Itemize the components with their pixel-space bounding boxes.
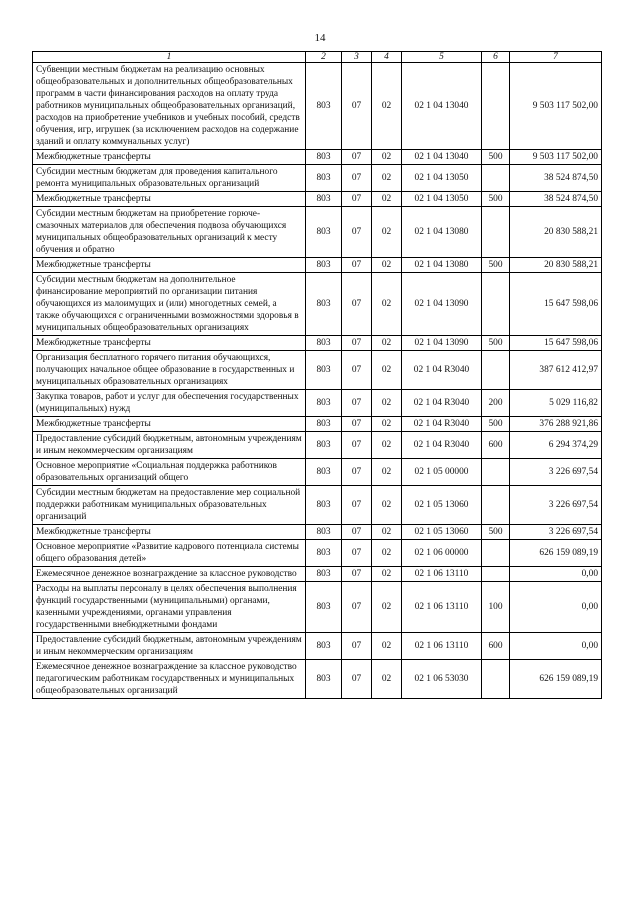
row-expense-type-cell [482, 207, 510, 258]
row-ministry-code-cell: 803 [306, 273, 342, 336]
table-row [33, 63, 602, 150]
row-section-cell: 07 [342, 486, 372, 525]
row-amount-cell: 9 503 117 502,00 [510, 150, 602, 165]
row-amount-cell: 626 159 089,19 [510, 660, 602, 699]
row-subsection-cell: 02 [372, 165, 402, 192]
row-name-cell: Межбюджетные трансферты [33, 258, 306, 273]
row-target-article-cell: 02 1 06 00000 [402, 540, 482, 567]
row-amount-cell: 6 294 374,29 [510, 432, 602, 459]
row-target-article-cell: 02 1 05 00000 [402, 459, 482, 486]
row-amount-cell: 20 830 588,21 [510, 207, 602, 258]
row-section-cell: 07 [342, 567, 372, 582]
row-section-cell: 07 [342, 432, 372, 459]
row-ministry-code-cell: 803 [306, 165, 342, 192]
row-section-cell: 07 [342, 258, 372, 273]
row-target-article-cell: 02 1 06 13110 [402, 567, 482, 582]
row-name-cell: Межбюджетные трансферты [33, 336, 306, 351]
row-expense-type-cell: 100 [482, 582, 510, 633]
row-expense-type-cell [482, 567, 510, 582]
row-name-cell: Основное мероприятие «Социальная поддержка работников образовательных организаций общего [33, 459, 306, 486]
row-section-cell: 07 [342, 351, 372, 390]
row-target-article-cell: 02 1 04 13090 [402, 273, 482, 336]
row-expense-type-cell [482, 660, 510, 699]
row-amount-cell: 376 288 921,86 [510, 417, 602, 432]
table-row [33, 633, 602, 660]
row-ministry-code-cell: 803 [306, 63, 342, 150]
row-ministry-code-cell: 803 [306, 486, 342, 525]
table-row [33, 660, 602, 699]
table-row [33, 192, 602, 207]
row-ministry-code-cell: 803 [306, 390, 342, 417]
row-ministry-code-cell: 803 [306, 660, 342, 699]
row-name-cell: Межбюджетные трансферты [33, 525, 306, 540]
page-number: 14 [314, 32, 326, 44]
row-name-cell: Предоставление субсидий бюджетным, автономным учреждениям и иным некоммерческим организациям [33, 432, 306, 459]
table-row [33, 525, 602, 540]
row-section-cell: 07 [342, 273, 372, 336]
row-ministry-code-cell: 803 [306, 192, 342, 207]
row-target-article-cell: 02 1 04 R3040 [402, 432, 482, 459]
row-section-cell: 07 [342, 417, 372, 432]
row-amount-cell: 5 029 116,82 [510, 390, 602, 417]
row-expense-type-cell [482, 63, 510, 150]
row-subsection-cell: 02 [372, 540, 402, 567]
row-expense-type-cell: 500 [482, 150, 510, 165]
row-amount-cell: 38 524 874,50 [510, 165, 602, 192]
row-ministry-code-cell: 803 [306, 351, 342, 390]
row-target-article-cell: 02 1 06 53030 [402, 660, 482, 699]
row-expense-type-cell [482, 273, 510, 336]
row-expense-type-cell: 500 [482, 417, 510, 432]
row-expense-type-cell [482, 540, 510, 567]
row-subsection-cell: 02 [372, 336, 402, 351]
row-ministry-code-cell: 803 [306, 258, 342, 273]
row-section-cell: 07 [342, 150, 372, 165]
row-name-cell: Субвенции местным бюджетам на реализацию основных общеобразовательных и дополнительных общеобразовательных программ в части финансирования расходов на оплату труда работников муниципальных общеобразовательных организаций, расходов на приобретение учебников и учебных пособий, средств обучения, игр, игрушек (за исключением расходов на содержание зданий и оплату коммунальных услуг) [33, 63, 306, 150]
table-row [33, 336, 602, 351]
row-amount-cell: 0,00 [510, 582, 602, 633]
row-target-article-cell: 02 1 05 13060 [402, 486, 482, 525]
table-row [33, 351, 602, 390]
row-section-cell: 07 [342, 63, 372, 150]
row-expense-type-cell: 500 [482, 525, 510, 540]
row-amount-cell: 0,00 [510, 633, 602, 660]
row-subsection-cell: 02 [372, 390, 402, 417]
row-section-cell: 07 [342, 336, 372, 351]
row-name-cell: Ежемесячное денежное вознаграждение за классное руководство педагогическим работникам государственных и муниципальных общеобразовательных организаций [33, 660, 306, 699]
row-section-cell: 07 [342, 633, 372, 660]
row-ministry-code-cell: 803 [306, 432, 342, 459]
row-target-article-cell: 02 1 04 R3040 [402, 390, 482, 417]
row-expense-type-cell: 600 [482, 633, 510, 660]
row-name-cell: Межбюджетные трансферты [33, 417, 306, 432]
header-cell: 1 [33, 52, 306, 63]
row-ministry-code-cell: 803 [306, 582, 342, 633]
table-row [33, 273, 602, 336]
row-expense-type-cell [482, 351, 510, 390]
row-name-cell: Закупка товаров, работ и услуг для обеспечения государственных (муниципальных) нужд [33, 390, 306, 417]
row-section-cell: 07 [342, 459, 372, 486]
row-target-article-cell: 02 1 04 13080 [402, 207, 482, 258]
row-target-article-cell: 02 1 04 13040 [402, 63, 482, 150]
header-cell: 4 [372, 52, 402, 63]
table-row [33, 582, 602, 633]
row-ministry-code-cell: 803 [306, 459, 342, 486]
row-section-cell: 07 [342, 660, 372, 699]
header-cell: 5 [402, 52, 482, 63]
row-amount-cell: 15 647 598,06 [510, 273, 602, 336]
row-amount-cell: 626 159 089,19 [510, 540, 602, 567]
row-expense-type-cell [482, 165, 510, 192]
row-amount-cell: 3 226 697,54 [510, 486, 602, 525]
row-name-cell: Субсидии местным бюджетам на предоставление мер социальной поддержки работникам муниципальных образовательных организаций [33, 486, 306, 525]
row-subsection-cell: 02 [372, 258, 402, 273]
row-name-cell: Предоставление субсидий бюджетным, автономным учреждениям и иным некоммерческим организациям [33, 633, 306, 660]
row-subsection-cell: 02 [372, 192, 402, 207]
row-subsection-cell: 02 [372, 459, 402, 486]
row-expense-type-cell: 500 [482, 336, 510, 351]
row-target-article-cell: 02 1 05 13060 [402, 525, 482, 540]
row-amount-cell: 20 830 588,21 [510, 258, 602, 273]
table-row [33, 417, 602, 432]
row-subsection-cell: 02 [372, 567, 402, 582]
row-name-cell: Ежемесячное денежное вознаграждение за классное руководство [33, 567, 306, 582]
table-row [33, 567, 602, 582]
table-row [33, 459, 602, 486]
row-name-cell: Основное мероприятие «Развитие кадрового потенциала системы общего образования детей» [33, 540, 306, 567]
row-name-cell: Субсидии местным бюджетам на приобретение горюче-смазочных материалов для обеспечения подвоза обучающихся муниципальных общеобразовательных организаций к месту обучения и обратно [33, 207, 306, 258]
header-cell: 6 [482, 52, 510, 63]
row-name-cell: Межбюджетные трансферты [33, 150, 306, 165]
row-amount-cell: 38 524 874,50 [510, 192, 602, 207]
row-ministry-code-cell: 803 [306, 567, 342, 582]
row-name-cell: Межбюджетные трансферты [33, 192, 306, 207]
row-subsection-cell: 02 [372, 660, 402, 699]
row-target-article-cell: 02 1 04 R3040 [402, 417, 482, 432]
table-row [33, 486, 602, 525]
row-target-article-cell: 02 1 04 13050 [402, 165, 482, 192]
row-subsection-cell: 02 [372, 633, 402, 660]
row-subsection-cell: 02 [372, 582, 402, 633]
row-target-article-cell: 02 1 04 13050 [402, 192, 482, 207]
row-expense-type-cell: 500 [482, 192, 510, 207]
table-row [33, 432, 602, 459]
row-subsection-cell: 02 [372, 432, 402, 459]
row-name-cell: Расходы на выплаты персоналу в целях обеспечения выполнения функций государственными (муниципальными) органами, казенными учреждениями, органами управления государственными внебюджетными фондами [33, 582, 306, 633]
table-row [33, 165, 602, 192]
row-target-article-cell: 02 1 04 13080 [402, 258, 482, 273]
row-amount-cell: 3 226 697,54 [510, 525, 602, 540]
table-row [33, 540, 602, 567]
row-name-cell: Организация бесплатного горячего питания обучающихся, получающих начальное общее образование в государственных и муниципальных образовательных организациях [33, 351, 306, 390]
row-section-cell: 07 [342, 390, 372, 417]
row-ministry-code-cell: 803 [306, 336, 342, 351]
budget-table [32, 51, 602, 699]
row-subsection-cell: 02 [372, 486, 402, 525]
row-target-article-cell: 02 1 04 13090 [402, 336, 482, 351]
row-expense-type-cell [482, 486, 510, 525]
row-target-article-cell: 02 1 04 13040 [402, 150, 482, 165]
row-section-cell: 07 [342, 165, 372, 192]
row-ministry-code-cell: 803 [306, 417, 342, 432]
row-expense-type-cell: 600 [482, 432, 510, 459]
row-subsection-cell: 02 [372, 417, 402, 432]
row-subsection-cell: 02 [372, 63, 402, 150]
row-amount-cell: 15 647 598,06 [510, 336, 602, 351]
row-subsection-cell: 02 [372, 273, 402, 336]
row-ministry-code-cell: 803 [306, 633, 342, 660]
table-row [33, 150, 602, 165]
row-section-cell: 07 [342, 207, 372, 258]
row-target-article-cell: 02 1 04 R3040 [402, 351, 482, 390]
table-header-row [33, 52, 602, 63]
row-ministry-code-cell: 803 [306, 540, 342, 567]
row-amount-cell: 9 503 117 502,00 [510, 63, 602, 150]
table-row [33, 390, 602, 417]
row-section-cell: 07 [342, 525, 372, 540]
row-name-cell: Субсидии местным бюджетам на дополнительное финансирование мероприятий по организации питания обучающихся из малоимущих и (или) многодетных семей, а также обучающихся с ограниченными возможностями здоровья в муниципальных общеобразовательных организациях [33, 273, 306, 336]
header-cell: 2 [306, 52, 342, 63]
row-section-cell: 07 [342, 192, 372, 207]
row-ministry-code-cell: 803 [306, 207, 342, 258]
row-expense-type-cell: 200 [482, 390, 510, 417]
row-subsection-cell: 02 [372, 525, 402, 540]
table-row [33, 258, 602, 273]
row-target-article-cell: 02 1 06 13110 [402, 633, 482, 660]
row-expense-type-cell [482, 459, 510, 486]
header-cell: 7 [510, 52, 602, 63]
header-cell: 3 [342, 52, 372, 63]
row-target-article-cell: 02 1 06 13110 [402, 582, 482, 633]
row-section-cell: 07 [342, 582, 372, 633]
row-section-cell: 07 [342, 540, 372, 567]
row-ministry-code-cell: 803 [306, 150, 342, 165]
row-amount-cell: 3 226 697,54 [510, 459, 602, 486]
row-expense-type-cell: 500 [482, 258, 510, 273]
row-amount-cell: 0,00 [510, 567, 602, 582]
row-name-cell: Субсидии местным бюджетам для проведения капитального ремонта муниципальных образовательных организаций [33, 165, 306, 192]
row-amount-cell: 387 612 412,97 [510, 351, 602, 390]
row-subsection-cell: 02 [372, 150, 402, 165]
row-ministry-code-cell: 803 [306, 525, 342, 540]
row-subsection-cell: 02 [372, 207, 402, 258]
row-subsection-cell: 02 [372, 351, 402, 390]
table-row [33, 207, 602, 258]
